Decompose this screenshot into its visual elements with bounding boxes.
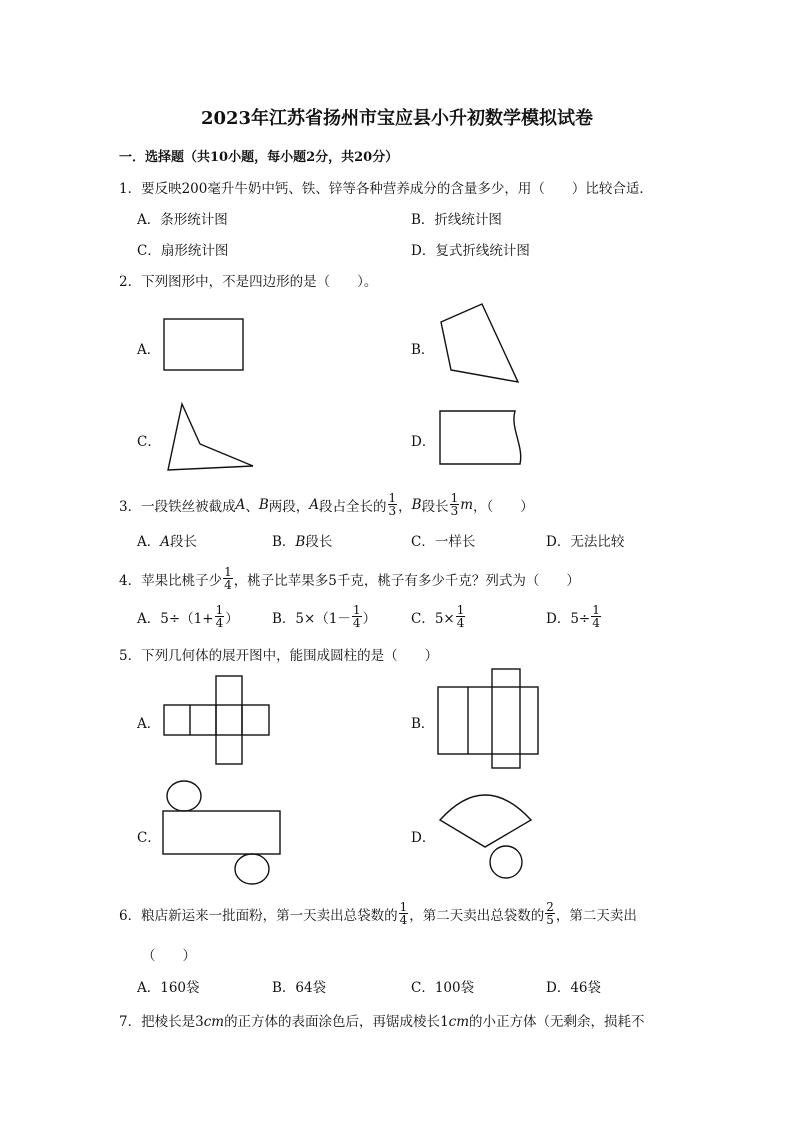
q2-curved-side-figure	[436, 406, 528, 468]
section-heading: 一．选择题（共10小题，每小题2分，共20分）	[119, 150, 399, 165]
q4-option-c: C．5× $\frac{1}{4}$	[411, 603, 465, 630]
q1-option-b: B．折线统计图	[411, 212, 502, 228]
q2-option-b: B．	[411, 342, 435, 358]
question-3: 3．一段铁丝被截成 A 、 B 两段， A 段占全长的 $\frac{1}{3}$ ， B 段长 $\frac{1}{3}$ m ，（ ）	[119, 491, 534, 518]
q6-option-d: D．46袋	[546, 980, 602, 996]
fraction: $\frac{1}{3}$	[388, 491, 397, 518]
question-6: 6．粮店新运来一批面粉，第一天卖出总袋数的 $\frac{1}{4}$ ，第二天卖出总袋数的 $\frac{2}{5}$ ，第二天卖出	[119, 900, 637, 927]
question-7: 7．把棱长是3cm的正方体的表面涂色后，再锯成棱长1cm的小正方体（无剩余，损耗不	[119, 1014, 645, 1030]
q3-option-b: B．B段长	[272, 534, 333, 550]
q4-option-d: D．5÷ $\frac{1}{4}$	[546, 603, 600, 630]
q2-option-a: A．	[137, 342, 161, 358]
q2-concave-figure	[162, 398, 260, 476]
q1-option-a: A．条形统计图	[137, 212, 228, 228]
q5-option-b: B．	[411, 716, 435, 732]
q5-option-a: A．	[137, 716, 161, 732]
q4-option-b: B．5×（1－ $\frac{1}{4}$ ）	[272, 603, 377, 630]
fraction: $\frac{1}{4}$	[399, 900, 408, 927]
q5-prism-net-figure	[436, 683, 542, 773]
question-1: 1．要反映200毫升牛奶中钙、铁、锌等各种营养成分的含量多少，用（ ）比较合适．	[119, 181, 653, 197]
question-2: 2．下列图形中，不是四边形的是（ ）。	[119, 274, 378, 290]
page-title: 2023年江苏省扬州市宝应县小升初数学模拟试卷	[200, 108, 594, 129]
q3-option-d: D．无法比较	[546, 534, 625, 550]
q5-cone-net-figure	[436, 790, 538, 886]
q1-option-c: C．扇形统计图	[137, 243, 229, 259]
q2-option-d: D．	[411, 434, 436, 450]
fraction: $\frac{1}{4}$	[224, 565, 232, 592]
question-4: 4．苹果比桃子少 $\frac{1}{4}$ ，桃子比苹果多5千克，桃子有多少千克？列式为（ ）	[119, 565, 580, 592]
q2-option-c: C．	[137, 434, 161, 450]
q5-cube-net-figure	[162, 673, 274, 769]
q4-option-a: A．5÷（1+ $\frac{1}{4}$ ）	[137, 603, 239, 630]
q5-option-d: D．	[411, 830, 436, 846]
q2-rectangle-figure	[160, 315, 250, 375]
q6-option-a: A．160袋	[137, 980, 200, 996]
question-6-blank: （ ）	[142, 948, 196, 964]
q3-option-c: C．一样长	[411, 534, 476, 550]
q5-cylinder-net-figure	[160, 778, 284, 890]
fraction: $\frac{1}{3}$	[450, 491, 459, 518]
q6-option-c: C．100袋	[411, 980, 475, 996]
question-5: 5．下列几何体的展开图中，能围成圆柱的是（ ）	[119, 648, 439, 664]
q6-option-b: B．64袋	[272, 980, 327, 996]
q3-option-a: A．A段长	[137, 534, 197, 550]
q5-option-c: C．	[137, 830, 161, 846]
q1-option-d: D．复式折线统计图	[411, 243, 530, 259]
q2-quadrilateral-figure	[436, 300, 526, 390]
fraction: $\frac{2}{5}$	[546, 900, 554, 927]
